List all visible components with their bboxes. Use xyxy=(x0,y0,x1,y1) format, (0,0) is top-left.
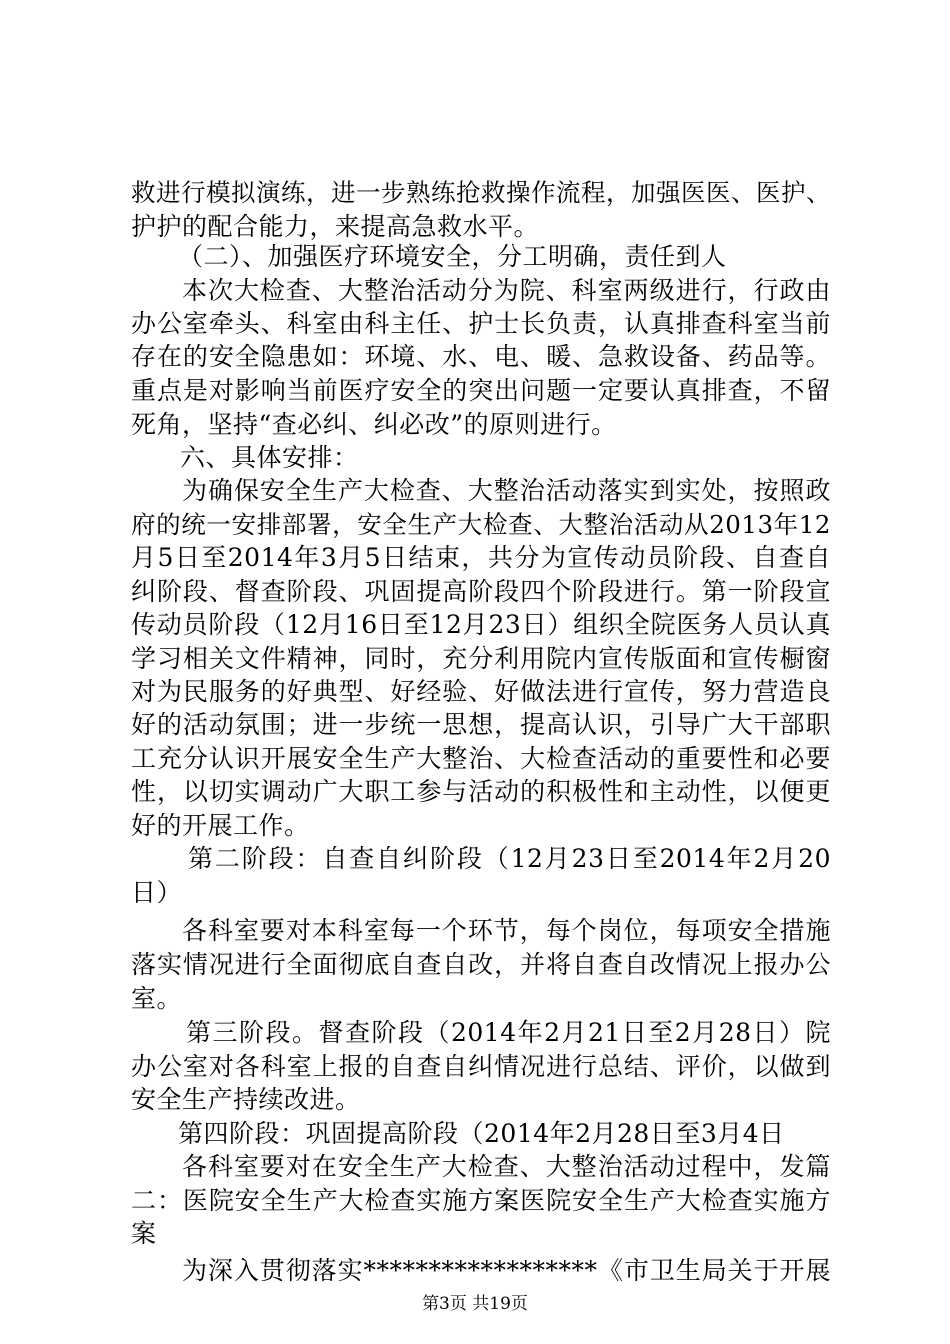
text-line: 存在的安全隐患如：环境、水、电、暖、急救设备、药品等。 xyxy=(131,342,831,371)
text-line: 日） xyxy=(131,878,183,907)
text-line: 二：医院安全生产大检查实施方案医院安全生产大检查实施方 xyxy=(131,1186,831,1215)
text-line: 为深入贯彻落实******************《市卫生局关于开展 xyxy=(182,1256,831,1285)
text-line: 好的活动氛围；进一步统一思想，提高认识，引导广大干部职 xyxy=(131,710,831,739)
text-line: 护护的配合能力，来提高急救水平。 xyxy=(131,212,540,241)
text-line: 为确保安全生产大检查、大整治活动落实到实处，按照政 xyxy=(182,476,831,505)
text-line: 办公室对各科室上报的自查自纠情况进行总结、评价，以做到 xyxy=(131,1052,831,1081)
text-line: 死角，坚持“查必纠、纠必改”的原则进行。 xyxy=(131,410,617,439)
text-line: 性，以切实调动广大职工参与活动的积极性和主动性，以便更 xyxy=(131,777,831,806)
text-line: 月5日至2014年3月5日结束，共分为宣传动员阶段、自查自 xyxy=(131,543,831,572)
section-heading: （二）、加强医疗环境安全，分工明确，责任到人 xyxy=(178,242,727,271)
text-line: 案 xyxy=(131,1219,157,1248)
text-line: 安全生产持续改进。 xyxy=(131,1085,361,1114)
text-line: 各科室要对本科室每一个环节，每个岗位，每项安全措施 xyxy=(182,916,831,945)
text-line: 本次大检查、大整治活动分为院、科室两级进行，行政由 xyxy=(182,276,831,305)
text-line: 学习相关文件精神，同时，充分利用院内宣传版面和宣传橱窗 xyxy=(131,644,831,673)
page-number-footer: 第3页 共19页 xyxy=(422,1294,528,1314)
text-line: 传动员阶段（12月16日至12月23日）组织全院医务人员认真 xyxy=(131,610,831,639)
text-line: 第三阶段。督查阶段（2014年2月21日至2月28日）院 xyxy=(186,1018,831,1047)
text-line: 纠阶段、督查阶段、巩固提高阶段四个阶段进行。第一阶段宣 xyxy=(131,577,831,606)
text-line: 落实情况进行全面彻底自查自改，并将自查自改情况上报办公 xyxy=(131,950,831,979)
text-line: 第四阶段：巩固提高阶段（2014年2月28日至3月4日 xyxy=(178,1119,785,1148)
text-line: 室。 xyxy=(131,984,183,1013)
text-line: 府的统一安排部署，安全生产大检查、大整治活动从2013年12 xyxy=(131,510,831,539)
text-line: 工充分认识开展安全生产大整治、大检查活动的重要性和必要 xyxy=(131,744,831,773)
section-heading: 六、具体安排： xyxy=(180,443,359,472)
text-line: 各科室要对在安全生产大检查、大整治活动过程中，发篇 xyxy=(182,1152,831,1181)
text-line: 好的开展工作。 xyxy=(131,811,310,840)
text-line: 对为民服务的好典型、好经验、好做法进行宣传，努力营造良 xyxy=(131,677,831,706)
text-line: 救进行模拟演练，进一步熟练抢救操作流程，加强医医、医护、 xyxy=(131,178,831,207)
text-line: 重点是对影响当前医疗安全的突出问题一定要认真排查，不留 xyxy=(131,376,831,405)
text-line: 第二阶段：自查自纠阶段（12月23日至2014年2月20 xyxy=(188,844,831,873)
text-line: 办公室牵头、科室由科主任、护士长负责，认真排查科室当前 xyxy=(131,309,831,338)
